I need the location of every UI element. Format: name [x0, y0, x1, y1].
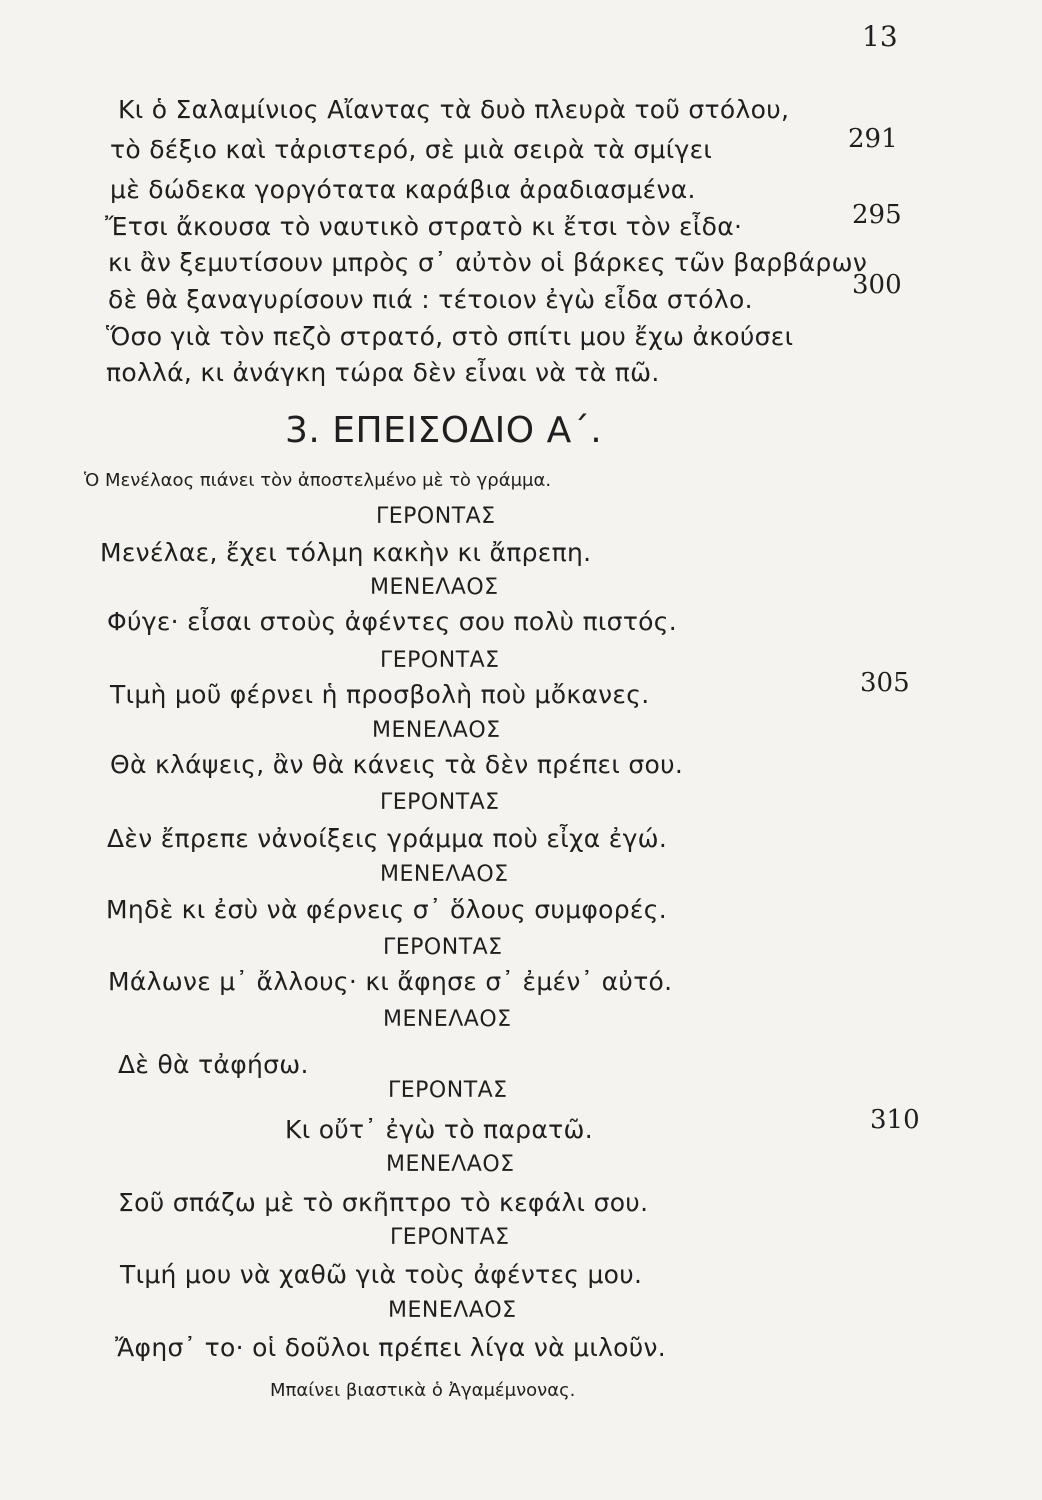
verse-line: τὸ δέξιο καὶ τἀριστερό, σὲ μιὰ σειρὰ τὰ σμίγει	[110, 135, 713, 164]
dialogue-line: Τιμὴ μοῦ φέρνει ἡ προσβολὴ ποὺ μὄκανες.	[110, 680, 650, 709]
dialogue-line: Μενέλαε, ἔχει τόλμη κακὴν κι ἄπρεπη.	[100, 538, 592, 567]
speaker-name: ΜΕΝΕΛΑΟΣ	[383, 1007, 512, 1032]
speaker-name: ΜΕΝΕΛΑΟΣ	[370, 575, 499, 600]
dialogue-line: Τιμή μου νὰ χαθῶ γιὰ τοὺς ἀφέντες μου.	[120, 1260, 643, 1289]
section-heading: 3. ΕΠΕΙΣΟΔΙΟ Α΄.	[285, 410, 603, 451]
speaker-name: ΜΕΝΕΛΑΟΣ	[380, 862, 509, 887]
speaker-name: ΓΕΡΟΝΤΑΣ	[388, 1078, 508, 1103]
dialogue-line: Δὲν ἔπρεπε νἀνοίξεις γράμμα ποὺ εἶχα ἐγώ.	[107, 824, 668, 853]
speaker-name: ΓΕΡΟΝΤΑΣ	[380, 790, 500, 815]
speaker-name: ΜΕΝΕΛΑΟΣ	[386, 1152, 515, 1177]
line-number: 291	[848, 124, 898, 154]
speaker-name: ΜΕΝΕΛΑΟΣ	[372, 718, 501, 743]
verse-line: Κι ὁ Σαλαμίνιος Αἴαντας τὰ δυὸ πλευρὰ τοῦ στόλου,	[118, 95, 790, 124]
line-number: 305	[860, 668, 910, 698]
verse-line: πολλά, κι ἀνάγκη τώρα δὲν εἶναι νὰ τὰ πῶ.	[106, 358, 660, 387]
dialogue-line: Θὰ κλάψεις, ἂν θὰ κάνεις τὰ δὲν πρέπει σου.	[110, 750, 684, 779]
verse-line: μὲ δώδεκα γοργότατα καράβια ἀραδιασμένα.	[110, 175, 696, 204]
dialogue-line: Μηδὲ κι ἐσὺ νὰ φέρνεις σ᾿ ὅλους συμφορές.	[106, 895, 667, 924]
line-number: 310	[870, 1105, 920, 1135]
speaker-name: ΓΕΡΟΝΤΑΣ	[376, 504, 496, 529]
dialogue-line: Σοῦ σπάζω μὲ τὸ σκῆπτρο τὸ κεφάλι σου.	[118, 1188, 649, 1217]
dialogue-line: Κι οὔτ᾿ ἐγὼ τὸ παρατῶ.	[285, 1115, 593, 1144]
dialogue-line: Φύγε· εἶσαι στοὺς ἀφέντες σου πολὺ πιστός.	[107, 607, 677, 636]
dialogue-line: Δὲ θὰ τἀφήσω.	[118, 1050, 309, 1079]
speaker-name: ΜΕΝΕΛΑΟΣ	[388, 1298, 517, 1323]
line-number: 300	[852, 270, 902, 300]
stage-direction: Ὁ Μενέλαος πιάνει τὸν ἀποστελμένο μὲ τὸ γράμμα.	[84, 470, 552, 491]
verse-line: δὲ θὰ ξαναγυρίσουν πιά : τέτοιον ἐγὼ εἶδα στόλο.	[108, 285, 753, 314]
speaker-name: ΓΕΡΟΝΤΑΣ	[380, 648, 500, 673]
dialogue-line: Μάλωνε μ᾿ ἄλλους· κι ἄφησε σ᾿ ἐμέν᾿ αὐτό.	[108, 967, 673, 996]
verse-line: Ἔτσι ἄκουσα τὸ ναυτικὸ στρατὸ κι ἔτσι τὸν εἶδα·	[105, 212, 743, 241]
stage-direction: Μπαίνει βιαστικὰ ὁ Ἀγαμέμνονας.	[270, 1380, 576, 1401]
speaker-name: ΓΕΡΟΝΤΑΣ	[390, 1225, 510, 1250]
dialogue-line: Ἄφησ᾿ το· οἱ δοῦλοι πρέπει λίγα νὰ μιλοῦν.	[115, 1333, 667, 1362]
verse-line: κι ἂν ξεμυτίσουν μπρὸς σ᾿ αὐτὸν οἱ βάρκες τῶν βαρβάρων	[108, 248, 868, 277]
speaker-name: ΓΕΡΟΝΤΑΣ	[383, 935, 503, 960]
page-number: 13	[862, 20, 898, 53]
verse-line: Ὅσο γιὰ τὸν πεζὸ στρατό, στὸ σπίτι μου ἔχω ἀκούσει	[106, 322, 794, 351]
line-number: 295	[852, 200, 902, 230]
